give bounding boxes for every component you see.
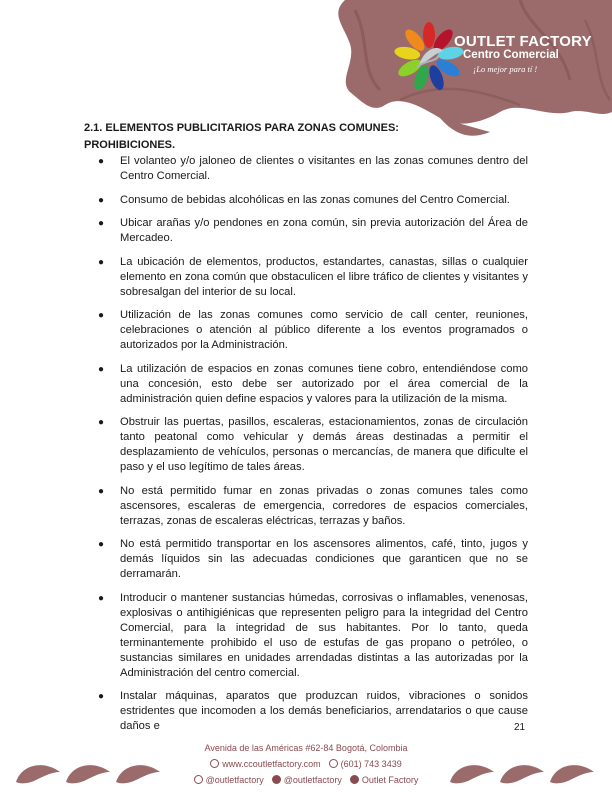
list-item: [84, 255, 528, 300]
list-item-text: El volanteo y/o jaloneo de clientes o visitantes en las zonas comunes dentro del Centro Comercial.: [120, 155, 528, 182]
list-item-text: Ubicar arañas y/o pendones en zona común, sin previa autorización del Área de Mercadeo.: [120, 217, 528, 244]
footer-facebook[interactable]: Outlet Factory: [361, 775, 419, 785]
footer-tiktok[interactable]: @outletfactory: [283, 775, 342, 785]
list-item: [84, 689, 528, 734]
bullet-icon: ●: [98, 363, 105, 375]
page-number: 21: [514, 722, 526, 733]
instagram-icon: [194, 775, 203, 784]
list-item: [84, 537, 528, 582]
brand-subtitle: Centro Comercial: [463, 49, 559, 61]
footer-phone: (601) 743 3439: [340, 759, 402, 769]
bullet-icon: ●: [98, 691, 105, 702]
bullet-icon: ●: [98, 256, 105, 268]
list-item: [84, 591, 528, 681]
document-body: [84, 120, 528, 743]
footer-instagram[interactable]: @outletfactory: [205, 775, 264, 785]
globe-icon: [210, 759, 219, 768]
list-item: [84, 484, 528, 529]
footer-website[interactable]: www.ccoutletfactory.com: [222, 759, 321, 769]
list-item: [84, 362, 528, 407]
list-item: [84, 154, 528, 184]
bullet-icon: ●: [98, 539, 105, 550]
footer: [0, 740, 612, 788]
list-item-text: La utilización de espacios en zonas comunes tiene cobro, entendiéndose como una concesión, esto debe ser autorizado por el área comercial de la administración quien define espacios y valores para la utilización de la misma.: [120, 362, 528, 405]
bullet-icon: ●: [98, 218, 105, 229]
bullet-icon: ●: [98, 592, 105, 604]
list-item-text: Obstruir las puertas, pasillos, escaleras, estacionamientos, zonas de circulación tanto peatonal como vehicular y demás áreas destinadas a permitir el desplazamiento de vehículos, personas o mercancías, de manera que dificulte el paso y el uso legítimo de tales áreas.: [120, 416, 528, 473]
bullet-icon: ●: [98, 194, 105, 206]
list-item-text: No está permitido transportar en los ascensores alimentos, café, tinto, jugos y demás líquidos sin las adecuadas condiciones que garanticen que no se derramarán.: [120, 538, 528, 580]
facebook-icon: [350, 775, 359, 784]
footer-address: Avenida de las Américas #62-84 Bogotá, Colombia: [204, 743, 408, 753]
tiktok-icon: [272, 775, 281, 784]
list-item-text: No está permitido fumar en zonas privadas o zonas comunes tales como ascensores, escaleras de emergencia, corredores de espacios comerciales, terrazas, zonas de escaleras eléctricas, terrazas y baños.: [120, 484, 528, 527]
brand-name: OUTLET FACTORY: [454, 33, 592, 50]
list-item-text: La ubicación de elementos, productos, estandartes, canastas, sillas o cualquier elemento en zona común que obstaculicen el libre tráfico de clientes y visitantes y sobresalgan del interior de su local.: [120, 255, 528, 298]
brand-tagline: ¡Lo mejor para tí !: [473, 64, 538, 74]
list-item-text: Instalar máquinas, aparatos que produzcan ruidos, vibraciones o sonidos estridentes que incomoden a los demás beneficiarios, arrendatarios o que cause daños e: [120, 690, 528, 732]
list-item: [84, 193, 528, 208]
section-title: 2.1. ELEMENTOS PUBLICITARIOS PARA ZONAS COMUNES:: [84, 122, 399, 134]
list-item-text: Introducir o mantener sustancias húmedas, corrosivas o inflamables, venenosas, explosivas o antihigiénicas que representen peligro para la integridad del Centro Comercial, para la integridad de sus habitantes. Por lo tanto, queda terminantemente prohibido el uso de estufas de gas propano o petróleo, o sustancias similares en unidades arrendadas distintas a las autorizadas por la Administración del centro comercial.: [120, 591, 528, 679]
list-item: [84, 415, 528, 475]
phone-icon: [329, 759, 338, 768]
prohibitions-list: [84, 154, 528, 734]
bullet-icon: ●: [98, 310, 105, 321]
section-subtitle: PROHIBICIONES.: [84, 139, 176, 151]
list-item-text: Consumo de bebidas alcohólicas en las zonas comunes del Centro Comercial.: [120, 193, 510, 206]
bullet-icon: ●: [98, 156, 105, 167]
list-item: [84, 308, 528, 353]
list-item: [84, 216, 528, 246]
bullet-icon: ●: [98, 485, 105, 497]
list-item-text: Utilización de las zonas comunes como servicio de call center, reuniones, celebraciones o atención al público diferente a los eventos programados o autorizados por la Administración.: [120, 309, 528, 351]
bullet-icon: ●: [98, 417, 105, 428]
